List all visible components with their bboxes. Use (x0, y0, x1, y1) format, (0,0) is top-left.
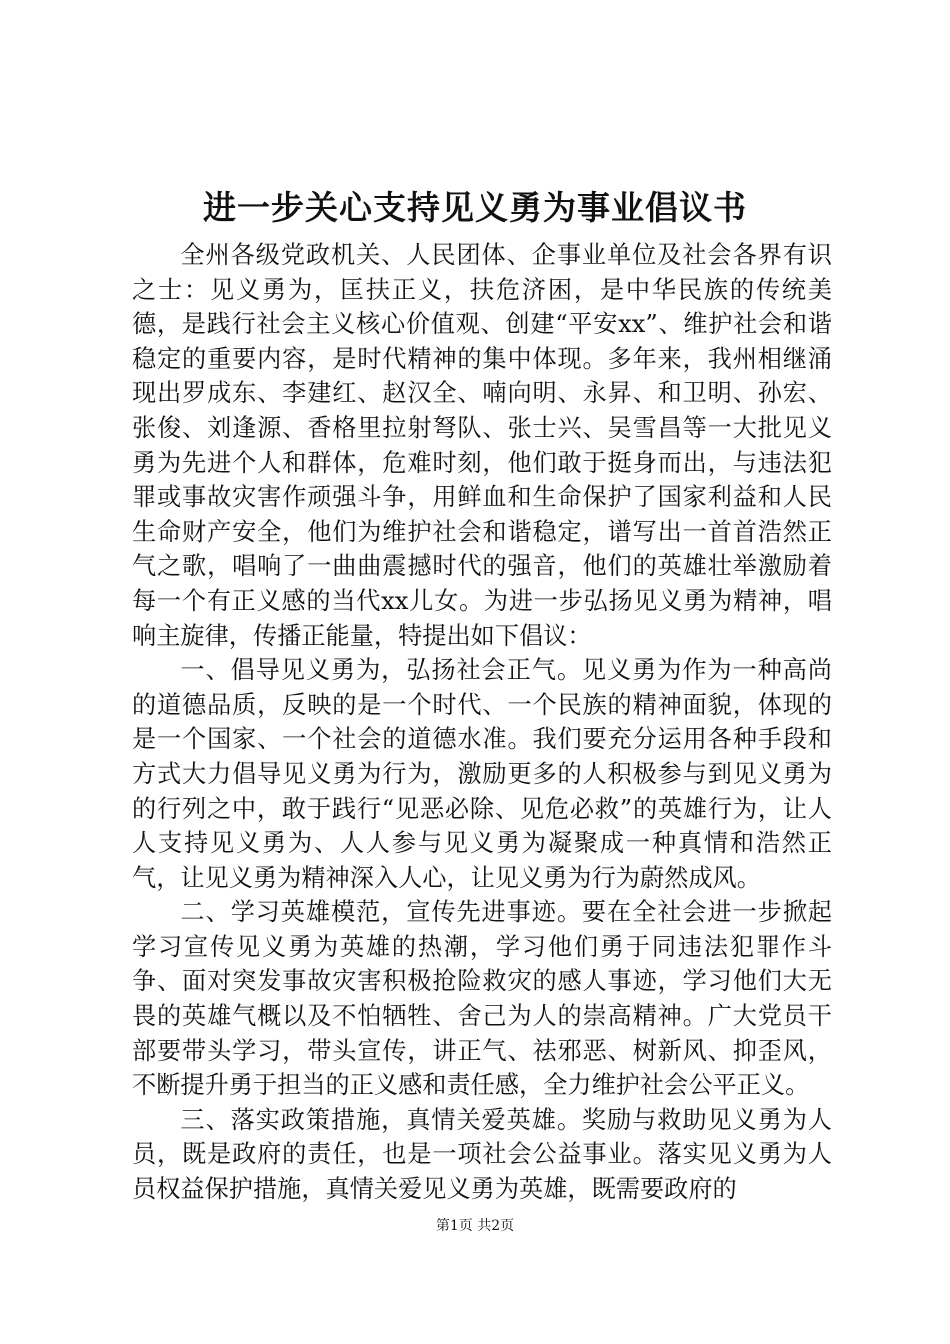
document-body (132, 238, 832, 1207)
paragraph-proposal-3: 三、落实政策措施，真情关爱英雄。奖励与救助见义勇为人员，既是政府的责任，也是一项社会公益事业。落实见义勇为人员权益保护措施，真情关爱见义勇为英雄，既需要政府的 (132, 1105, 832, 1204)
page-number-footer: 第1页 共2页 (435, 1218, 515, 1234)
document-title: 进一步关心支持见义勇为事业倡议书 (203, 188, 747, 227)
paragraph-proposal-2: 二、学习英雄模范，宣传先进事迹。要在全社会进一步掀起学习宣传见义勇为英雄的热潮，学习他们勇于同违法犯罪作斗争、面对突发事故灾害积极抢险救灾的感人事迹，学习他们大无畏的英雄气概以及不怕牺牲、舍己为人的崇高精神。广大党员干部要带头学习，带头宣传，讲正气、祛邪恶、树新风、抑歪风，不断提升勇于担当的正义感和责任感，全力维护社会公平正义。 (132, 898, 832, 1100)
paragraph-intro: 全州各级党政机关、人民团体、企事业单位及社会各界有识之士：见义勇为，匡扶正义，扶危济困，是中华民族的传统美德，是践行社会主义核心价值观、创建“平安xx”、维护社会和谐稳定的重要内容，是时代精神的集中体现。多年来，我州相继涌现出罗成东、李建红、赵汉全、喃向明、永昇、和卫明、孙宏、张俊、刘逢源、香格里拉射弩队、张士兴、吴雪昌等一大批见义勇为先进个人和群体，危难时刻，他们敢于挺身而出，与违法犯罪或事故灾害作顽强斗争，用鲜血和生命保护了国家利益和人民生命财产安全，他们为维护社会和谐稳定，谱写出一首首浩然正气之歌，唱响了一曲曲震撼时代的强音，他们的英雄壮举激励着每一个有正义感的当代xx儿女。为进一步弘扬见义勇为精神，唱响主旋律，传播正能量，特提出如下倡议： (132, 241, 832, 650)
paragraph-proposal-1: 一、倡导见义勇为，弘扬社会正气。见义勇为作为一种高尚的道德品质，反映的是一个时代、一个民族的精神面貌，体现的是一个国家、一个社会的道德水准。我们要充分运用各种手段和方式大力倡导见义勇为行为，激励更多的人积极参与到见义勇为的行列之中，敢于践行“见恶必除、见危必救”的英雄行为，让人人支持见义勇为、人人参与见义勇为凝聚成一种真情和浩然正气，让见义勇为精神深入人心，让见义勇为行为蔚然成风。 (132, 656, 832, 892)
